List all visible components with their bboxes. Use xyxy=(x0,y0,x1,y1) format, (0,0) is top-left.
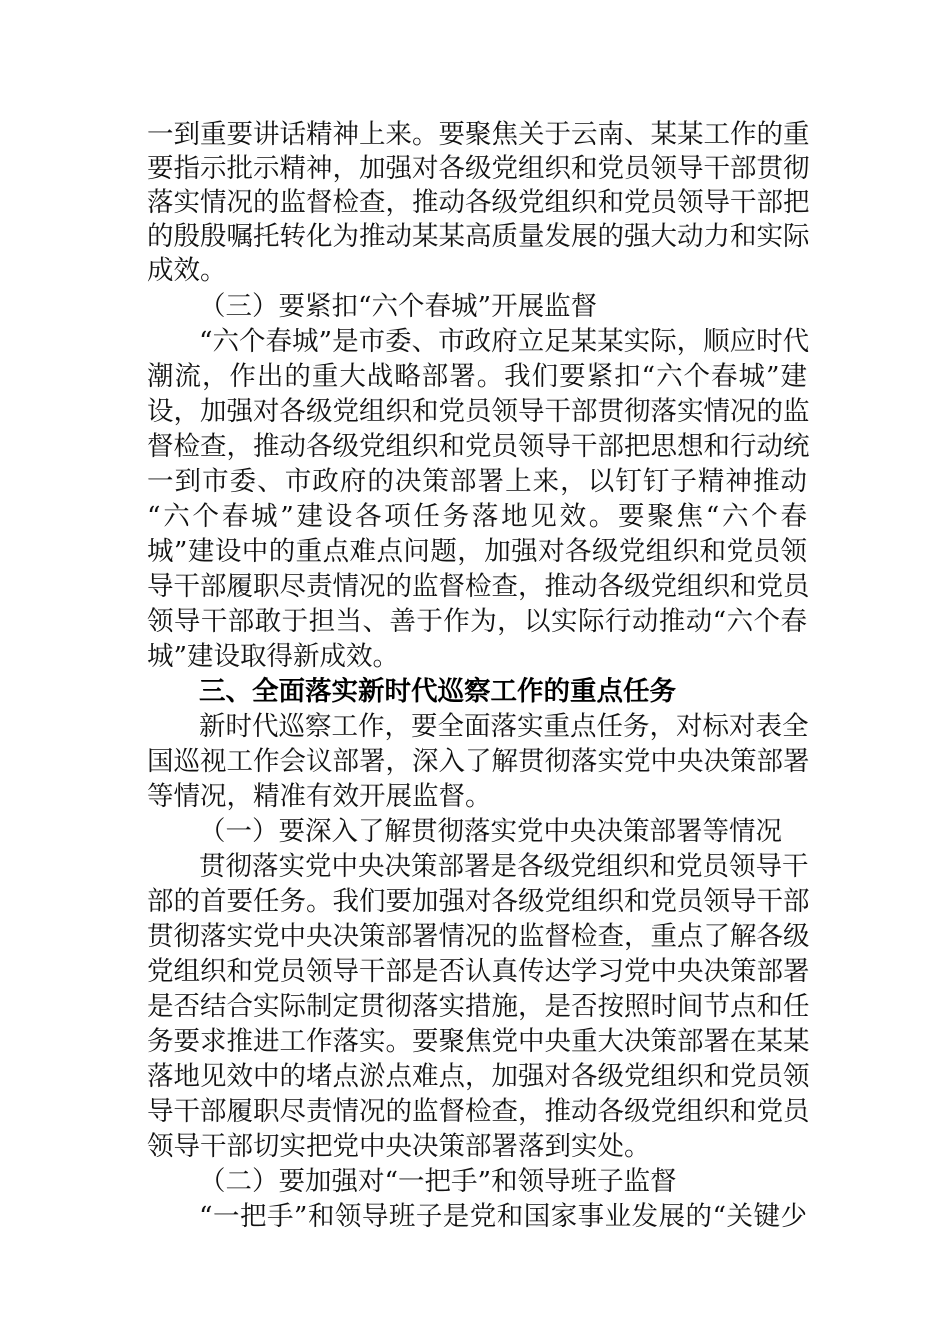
body-line: 党组织和党员领导干部是否认真传达学习党中央决策部署 xyxy=(147,956,810,987)
body-line: 贯彻落实党中央决策部署情况的监督检查，重点了解各级 xyxy=(147,921,810,952)
body-line: 设，加强对各级党组织和党员领导干部贯彻落实情况的监 xyxy=(147,396,810,427)
subsection-heading: （三）要紧扣“六个春城”开展监督 xyxy=(199,291,598,322)
body-line: 要指示批示精神，加强对各级党组织和党员领导干部贯彻 xyxy=(147,153,810,184)
body-line: 潮流，作出的重大战略部署。我们要紧扣“六个春城”建 xyxy=(147,361,807,392)
body-line: 导干部履职尽责情况的监督检查，推动各级党组织和党员 xyxy=(147,571,810,602)
body-line: 新时代巡察工作，要全面落实重点任务，对标对表全 xyxy=(199,711,809,742)
subsection-heading: （一）要深入了解贯彻落实党中央决策部署等情况 xyxy=(199,816,782,847)
body-line: 务要求推进工作落实。要聚焦党中央重大决策部署在某某 xyxy=(147,1026,810,1057)
body-line: 是否结合实际制定贯彻落实措施，是否按照时间节点和任 xyxy=(147,991,810,1022)
body-line: 领导干部敢于担当、善于作为，以实际行动推动“六个春 xyxy=(147,606,807,637)
body-line: 落实情况的监督检查，推动各级党组织和党员领导干部把 xyxy=(147,187,810,218)
body-line: 城”建设中的重点难点问题，加强对各级党组织和党员领 xyxy=(147,536,807,567)
body-line: “六个春城”是市委、市政府立足某某实际，顺应时代 xyxy=(199,326,810,357)
body-line: “一把手”和领导班子是党和国家事业发展的“关键少 xyxy=(199,1201,807,1232)
body-line: 督检查，推动各级党组织和党员领导干部把思想和行动统 xyxy=(147,431,810,462)
body-line: 城”建设取得新成效。 xyxy=(147,641,400,672)
body-line: 部的首要任务。我们要加强对各级党组织和党员领导干部 xyxy=(147,886,810,917)
body-line: 的殷殷嘱托转化为推动某某高质量发展的强大动力和实际 xyxy=(147,221,810,252)
body-line: 落地见效中的堵点淤点难点，加强对各级党组织和党员领 xyxy=(147,1061,810,1092)
body-line: 国巡视工作会议部署，深入了解贯彻落实党中央决策部署 xyxy=(147,746,810,777)
body-line: 一到市委、市政府的决策部署上来，以钉钉子精神推动 xyxy=(147,466,807,497)
body-line: 导干部履职尽责情况的监督检查，推动各级党组织和党员 xyxy=(147,1096,810,1127)
body-line: 等情况，精准有效开展监督。 xyxy=(147,781,492,812)
body-line: 一到重要讲话精神上来。要聚焦关于云南、某某工作的重 xyxy=(147,119,810,150)
body-line: 贯彻落实党中央决策部署是各级党组织和党员领导干 xyxy=(199,851,809,882)
body-line: 成效。 xyxy=(147,255,227,286)
body-line: 领导干部切实把党中央决策部署落到实处。 xyxy=(147,1131,651,1162)
subsection-heading: （二）要加强对“一把手”和领导班子监督 xyxy=(199,1166,677,1197)
section-heading: 三、全面落实新时代巡察工作的重点任务 xyxy=(199,676,676,707)
body-line: “六个春城”建设各项任务落地见效。要聚焦“六个春 xyxy=(147,501,807,532)
